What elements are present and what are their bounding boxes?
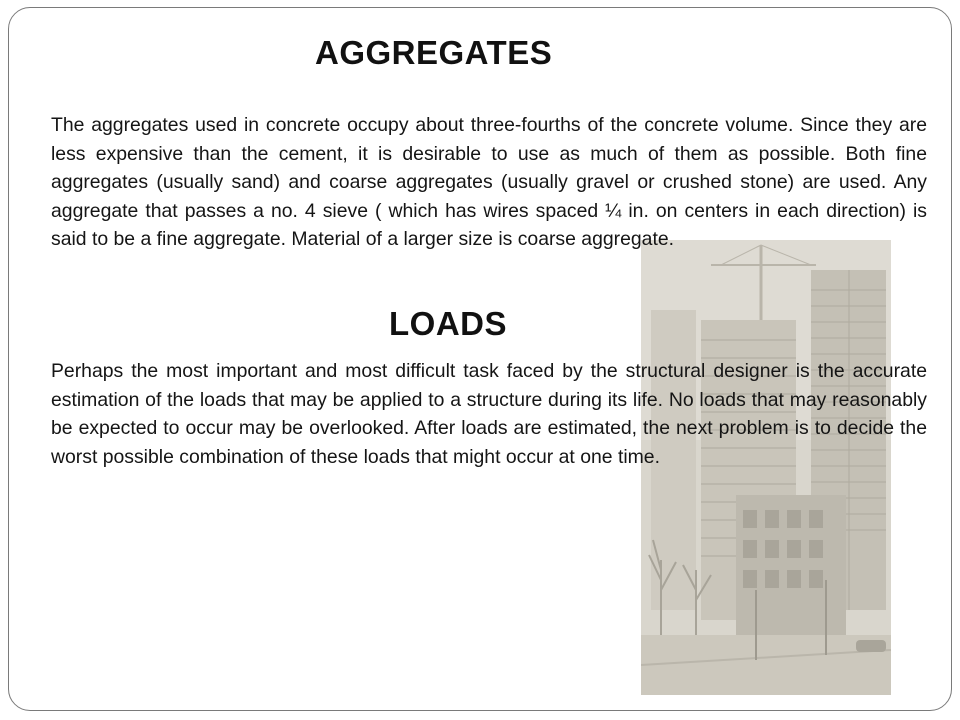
loads-paragraph: Perhaps the most important and most difficult task faced by the structural designer is the accurate estimation of the loads that may be applied to a structure during its life. No loads that may reasonably be expected to occur may be overlooked. After loads are estimated, the next problem is to decide the worst possible combination of these loads that might occur at one time. <box>51 360 927 468</box>
slide-content <box>9 8 952 711</box>
slide-frame <box>8 7 952 711</box>
loads-heading: LOADS <box>389 305 507 342</box>
aggregates-heading: AGGREGATES <box>315 34 553 71</box>
aggregates-paragraph: The aggregates used in concrete occupy about three-fourths of the concrete volume. Since they are less expensive than the cement, it is desirable to use as much of them as possible. Both fine aggregates (usually sand) and coarse aggregates (usually gravel or crushed stone) are used. Any aggregate that passes a no. 4 sieve ( which has wires spaced ¼ in. on centers in each direction) is said to be a fine aggregate. Material of a larger size is coarse aggregate. <box>51 114 927 251</box>
